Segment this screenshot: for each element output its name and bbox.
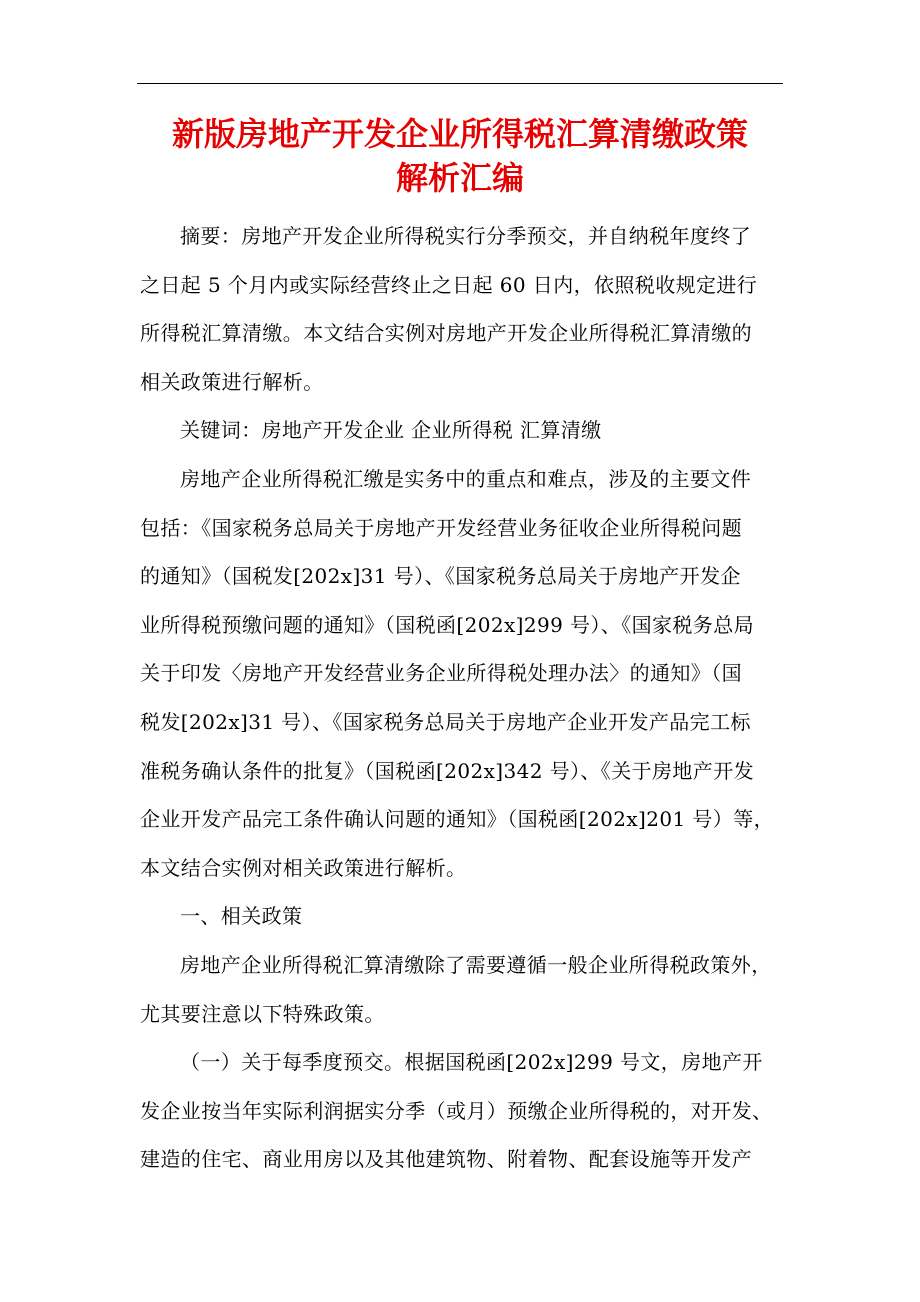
body-line: （一）关于每季度预交。根据国税函[202x]299 号文，房地产开 xyxy=(180,1050,763,1075)
body-line: 所得税汇算清缴。本文结合实例对房地产开发企业所得税汇算清缴的 xyxy=(140,321,752,346)
header-rule xyxy=(137,83,783,84)
body-line: 发企业按当年实际利润据实分季（或月）预缴企业所得税的，对开发、 xyxy=(140,1098,773,1123)
body-line: 摘要：房地产开发企业所得税实行分季预交，并自纳税年度终了 xyxy=(180,224,752,248)
document-title xyxy=(137,112,783,200)
body-line: 相关政策进行解析。 xyxy=(140,369,324,394)
body-line: 的通知》（国税发[202x]31 号）、《国家税务总局关于房地产开发企 xyxy=(140,564,741,589)
body-line: 一、相关政策 xyxy=(180,904,303,929)
body-line: 企业开发产品完工条件确认问题的通知》（国税函[202x]201 号）等， xyxy=(140,807,774,832)
body-line: 关于印发〈房地产开发经营业务企业所得税处理办法〉的通知》（国 xyxy=(140,661,742,686)
body-line: 税发[202x]31 号）、《国家税务总局关于房地产企业开发产品完工标 xyxy=(140,709,751,734)
title-line-1: 新版房地产开发企业所得税汇算清缴政策 xyxy=(171,115,748,153)
body-line: 关键词：房地产开发企业 企业所得税 汇算清缴 xyxy=(180,418,602,443)
body-line: 业所得税预缴问题的通知》（国税函[202x]299 号）、《国家税务总局 xyxy=(140,612,754,637)
body-line: 包括：《国家税务总局关于房地产开发经营业务征收企业所得税问题 xyxy=(140,515,742,540)
body-line: 房地产企业所得税汇算清缴除了需要遵循一般企业所得税政策外， xyxy=(180,952,772,977)
body-line: 房地产企业所得税汇缴是实务中的重点和难点，涉及的主要文件 xyxy=(180,466,752,491)
document-body xyxy=(140,212,785,1184)
body-line: 本文结合实例对相关政策进行解析。 xyxy=(140,855,467,880)
body-line: 之日起 5 个月内或实际经营终止之日起 60 日内，依照税收规定进行 xyxy=(140,272,758,297)
body-line: 尤其要注意以下特殊政策。 xyxy=(140,1001,385,1026)
body-line: 建造的住宅、商业用房以及其他建筑物、附着物、配套设施等开发产 xyxy=(140,1147,752,1172)
body-line: 准税务确认条件的批复》（国税函[202x]342 号）、《关于房地产开发 xyxy=(140,758,754,783)
title-line-2: 解析汇编 xyxy=(395,159,524,197)
